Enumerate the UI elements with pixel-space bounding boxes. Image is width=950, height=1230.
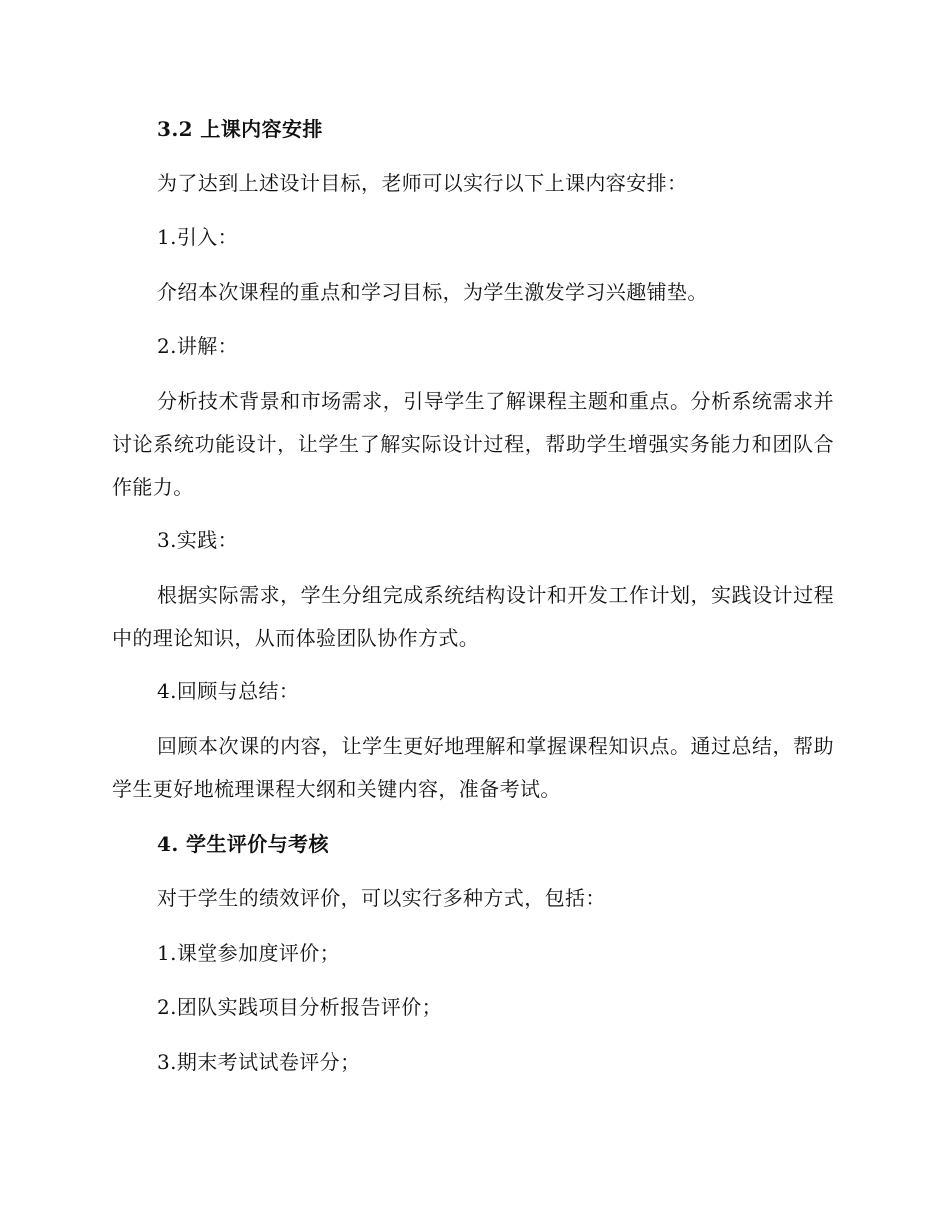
item-body-explain: 分析技术背景和市场需求，引导学生了解课程主题和重点。分析系统需求并讨论系统功能设计，让学生了解实际设计过程，帮助学生增强实务能力和团队合作能力。 — [112, 389, 834, 499]
section-intro-4: 对于学生的绩效评价，可以实行多种方式，包括： — [157, 886, 606, 910]
item-title-review: 4.回顾与总结： — [157, 679, 300, 703]
section-intro-3-2: 为了达到上述设计目标，老师可以实行以下上课内容安排： — [157, 171, 688, 195]
list-item: 1.课堂参加度评价； — [157, 941, 341, 965]
item-body-review: 回顾本次课的内容，让学生更好地理解和掌握课程知识点。通过总结，帮助学生更好地梳理课程大纲和关键内容，准备考试。 — [112, 734, 834, 801]
section-heading-4: 4. 学生评价与考核 — [157, 832, 329, 856]
item-body-practice: 根据实际需求，学生分组完成系统结构设计和开发工作计划，实践设计过程中的理论知识，从而体验团队协作方式。 — [112, 583, 834, 650]
item-title-explain: 2.讲解： — [157, 334, 239, 358]
list-item: 2.团队实践项目分析报告评价； — [157, 995, 443, 1019]
item-title-intro: 1.引入： — [157, 225, 239, 249]
item-body-intro: 介绍本次课程的重点和学习目标，为学生激发学习兴趣铺垫。 — [157, 280, 708, 304]
section-heading-3-2: 3.2 上课内容安排 — [157, 117, 323, 141]
item-title-practice: 3.实践： — [157, 528, 239, 552]
list-item: 3.期末考试试卷评分； — [157, 1050, 361, 1074]
